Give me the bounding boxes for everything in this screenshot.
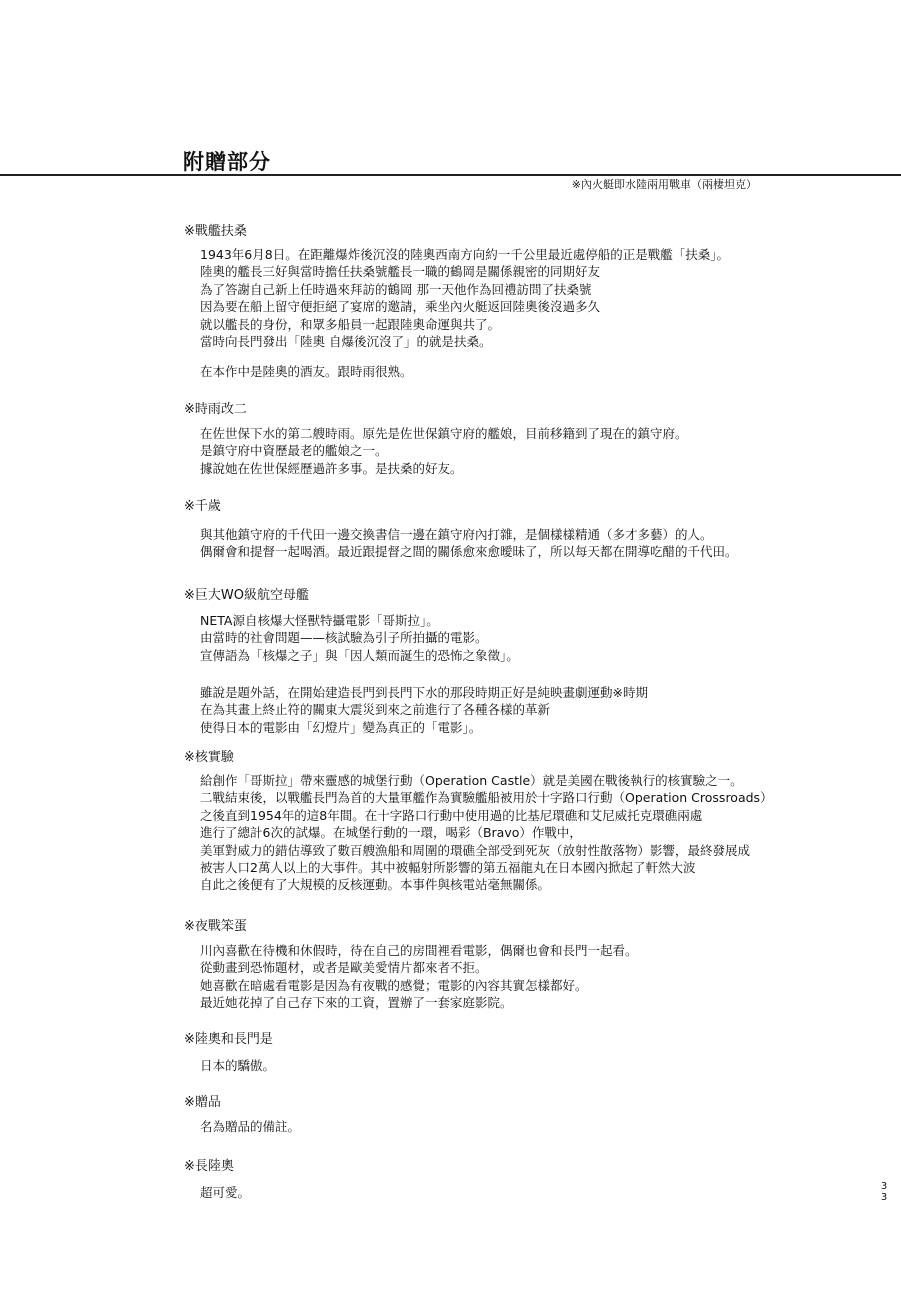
text-line: 美軍對威力的錯估導致了數百艘漁船和周圍的環礁全部受到死灰（放射性散落物）影響，最終發展成 [200, 842, 751, 858]
section-body-night-battle [200, 942, 638, 1012]
text-line: 二戰結束後，以戰艦長門為首的大量軍艦作為實驗艦船被用於十字路口行動（Operation Crossroads） [200, 790, 773, 806]
text-line: 最近她花掉了自己存下來的工資，置辦了一套家庭影院。 [200, 995, 513, 1011]
text-line: 是鎮守府中資歷最老的艦娘之一。 [200, 443, 388, 459]
page-number-digit: 3 [880, 1181, 888, 1192]
section-body-chitose [200, 526, 738, 561]
text-line: 1943年6月8日。在距離爆炸後沉沒的陸奧西南方向約一千公里最近處停船的正是戰艦「扶桑」。 [200, 247, 729, 262]
text-line: 雖說是題外話，在開始建造長門到長門下水的那段時期正好是純映畫劇運動※時期 [200, 685, 648, 700]
text-line: 名為贈品的備註。 [200, 1119, 301, 1134]
text-line: 日本的驕傲。 [200, 1058, 276, 1073]
text-line: 使得日本的電影由「幻燈片」變為真正的「電影」。 [200, 719, 482, 735]
text-line: 與其他鎮守府的千代田一邊交換書信一邊在鎮守府內打雜，是個樣樣精通（多才多藝）的人。 [200, 527, 713, 542]
text-line: 據說她在佐世保經歷過許多事。是扶桑的好友。 [200, 460, 463, 476]
text-line: 就以艦長的身份，和眾多船員一起跟陸奧命運與共了。 [200, 316, 501, 332]
text-line: 給創作「哥斯拉」帶來靈感的城堡行動（Operation Castle）就是美國在戰後執行的核實驗之一。 [200, 773, 743, 788]
title-footnote: ※內火艇即水陸兩用戰車（兩棲坦克） [571, 178, 757, 191]
text-line: 進行了總計6次的試爆。在城堡行動的一環，喝彩（Bravo）作戰中， [200, 825, 582, 841]
text-line: 當時向長門發出「陸奧 自爆後沉沒了」的就是扶桑。 [200, 333, 492, 349]
text-line: 陸奧的艦長三好與當時擔任扶桑號艦長一職的鶴岡是關係親密的同期好友 [200, 264, 601, 280]
text-line: 為了答謝自己新上任時過來拜訪的鶴岡 那一天他作為回禮訪問了扶桑號 [200, 281, 592, 297]
section-heading-fuso: ※戰艦扶桑 [184, 224, 247, 239]
section-body-wo-carrier [200, 612, 519, 664]
section-heading-nuclear-test: ※核實驗 [184, 750, 234, 765]
text-line: 在佐世保下水的第二艘時雨。原先是佐世保鎮守府的艦娘，目前移籍到了現在的鎮守府。 [200, 426, 688, 441]
section-heading-shigure: ※時雨改二 [184, 402, 247, 417]
section-body-wo-carrier-aside [200, 684, 648, 736]
section-body-fuso-note [200, 363, 413, 380]
text-line: 在本作中是陸奧的酒友。跟時雨很熟。 [200, 364, 413, 379]
section-body-fuso [200, 246, 729, 350]
text-line: 自此之後便有了大規模的反核運動。本事件與核電站毫無關係。 [200, 877, 551, 893]
text-line: 因為要在船上留守便拒絕了宴席的邀請，乘坐內火艇返回陸奧後沒過多久 [200, 299, 601, 315]
section-heading-wo-carrier: ※巨大WO級航空母艦 [184, 588, 309, 603]
text-line: 之後直到1954年的這8年間。在十字路口行動中使用過的比基尼環礁和艾尼威托克環礁兩處 [200, 807, 703, 823]
section-body-naga-mutsu [200, 1184, 250, 1201]
text-line: 超可愛。 [200, 1185, 251, 1200]
text-line: 宣傳語為「核爆之子」與「因人類而誕生的恐怖之象徵」。 [200, 647, 519, 663]
text-line: 川內喜歡在待機和休假時，待在自己的房間裡看電影，偶爾也會和長門一起看。 [200, 943, 638, 958]
section-body-bonus [200, 1118, 300, 1135]
section-body-nuclear-test [200, 772, 773, 894]
text-line: 從動畫到恐怖題材，或者是歐美愛情片都來者不拒。 [200, 960, 488, 976]
page-number [880, 1181, 888, 1203]
text-line: 由當時的社會問題——核試驗為引子所拍攝的電影。 [200, 630, 488, 646]
text-line: 偶爾會和提督一起喝酒。最近跟提督之間的關係愈來愈曖昧了，所以每天都在開導吃醋的千代田。 [200, 544, 738, 560]
text-line: 在為其畫上終止符的關東大震災到來之前進行了各種各樣的革新 [200, 702, 551, 718]
text-line: 她喜歡在暗處看電影是因為有夜戰的感覺；電影的內容其實怎樣都好。 [200, 977, 588, 993]
section-heading-night-battle: ※夜戰笨蛋 [184, 919, 247, 934]
page-number-digit: 3 [880, 1192, 888, 1203]
section-body-mutsu-nagato [200, 1057, 275, 1074]
page-title: 附贈部分 [183, 150, 271, 174]
text-line: NETA源自核爆大怪獸特攝電影「哥斯拉」。 [200, 613, 439, 628]
text-line: 被害人口2萬人以上的大事件。其中被輻射所影響的第五福龍丸在日本國內掀起了軒然大波 [200, 859, 696, 875]
section-heading-naga-mutsu: ※長陸奧 [184, 1159, 234, 1174]
title-divider [0, 174, 901, 176]
section-body-shigure [200, 425, 688, 477]
section-heading-chitose: ※千歲 [184, 499, 221, 514]
section-heading-bonus: ※贈品 [184, 1095, 221, 1110]
section-heading-mutsu-nagato: ※陸奧和長門是 [184, 1032, 273, 1047]
